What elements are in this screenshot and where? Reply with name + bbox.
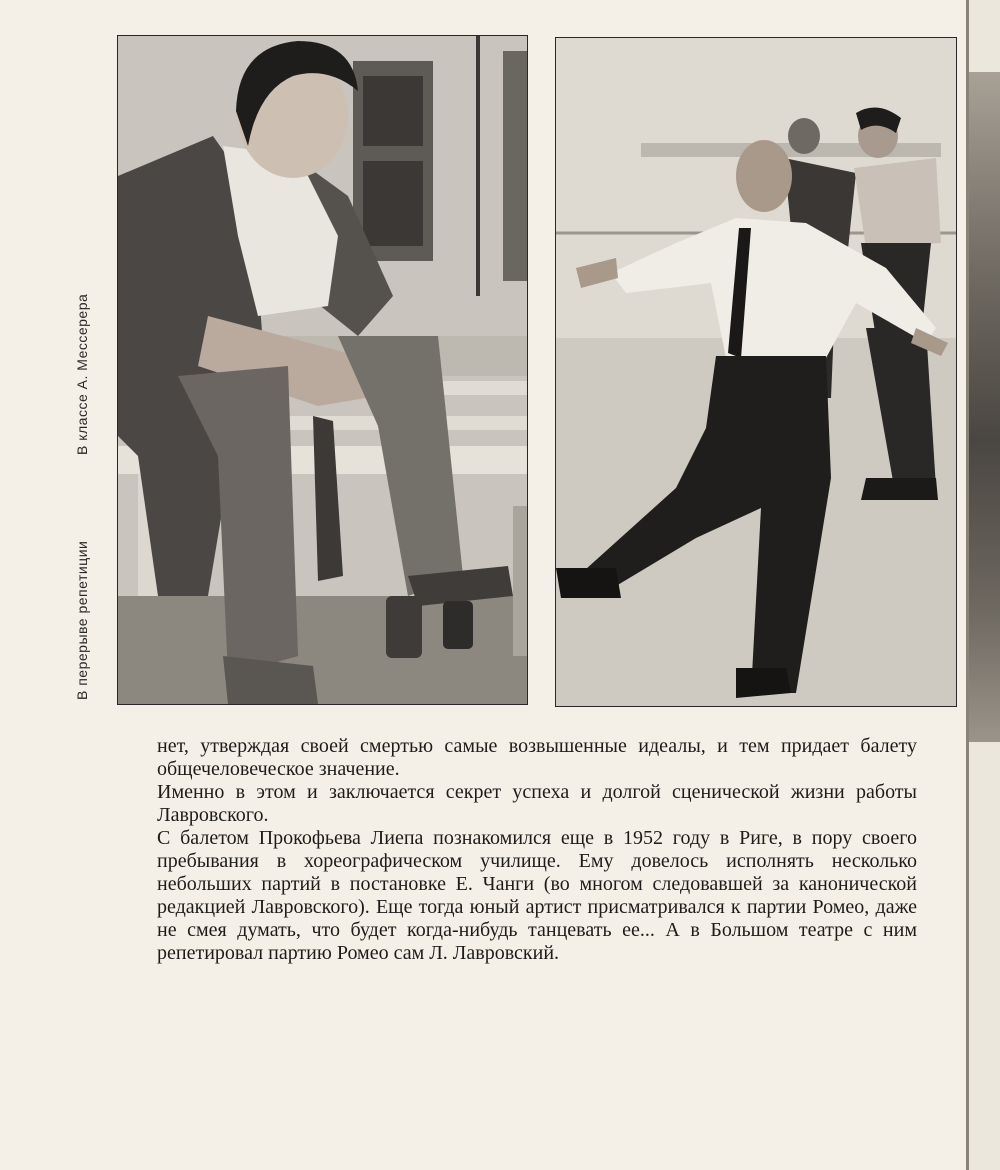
- rehearsal-break-photo-image: [118, 36, 527, 704]
- paragraph: С балетом Прокофьева Лиепа познакомился еще в 1952 году в Риге, в пору своего пребывания в хореографическом училище. Ему довелось исполнять несколько небольших партий в постановке Е. Чанги (во многом следовавшей за канонической редакцией Лавровского). Еще тогда юный артист присматривался к партии Ромео, даже не смея думать, что будет когда-нибудь танцевать ее... А в Большом театре с ним репетировал партию Ромео сам Л. Лавровский.: [157, 827, 917, 964]
- adjacent-page-photo: [969, 72, 1000, 742]
- left-photo-caption: В перерыве репетиции: [74, 540, 90, 700]
- paragraph: Именно в этом и заключается секрет успеха и долгой сценической жизни работы Лавровского.: [157, 781, 917, 826]
- article-body: [157, 735, 917, 965]
- messerer-class-photo: [555, 37, 957, 707]
- rehearsal-break-photo: [117, 35, 528, 705]
- right-photo-caption: В классе А. Мессерера: [74, 293, 90, 455]
- messerer-class-photo-image: [556, 38, 956, 706]
- paragraph: нет, утверждая своей смертью самые возвышенные идеалы, и тем придает балету общечеловеческое значение.: [157, 735, 917, 780]
